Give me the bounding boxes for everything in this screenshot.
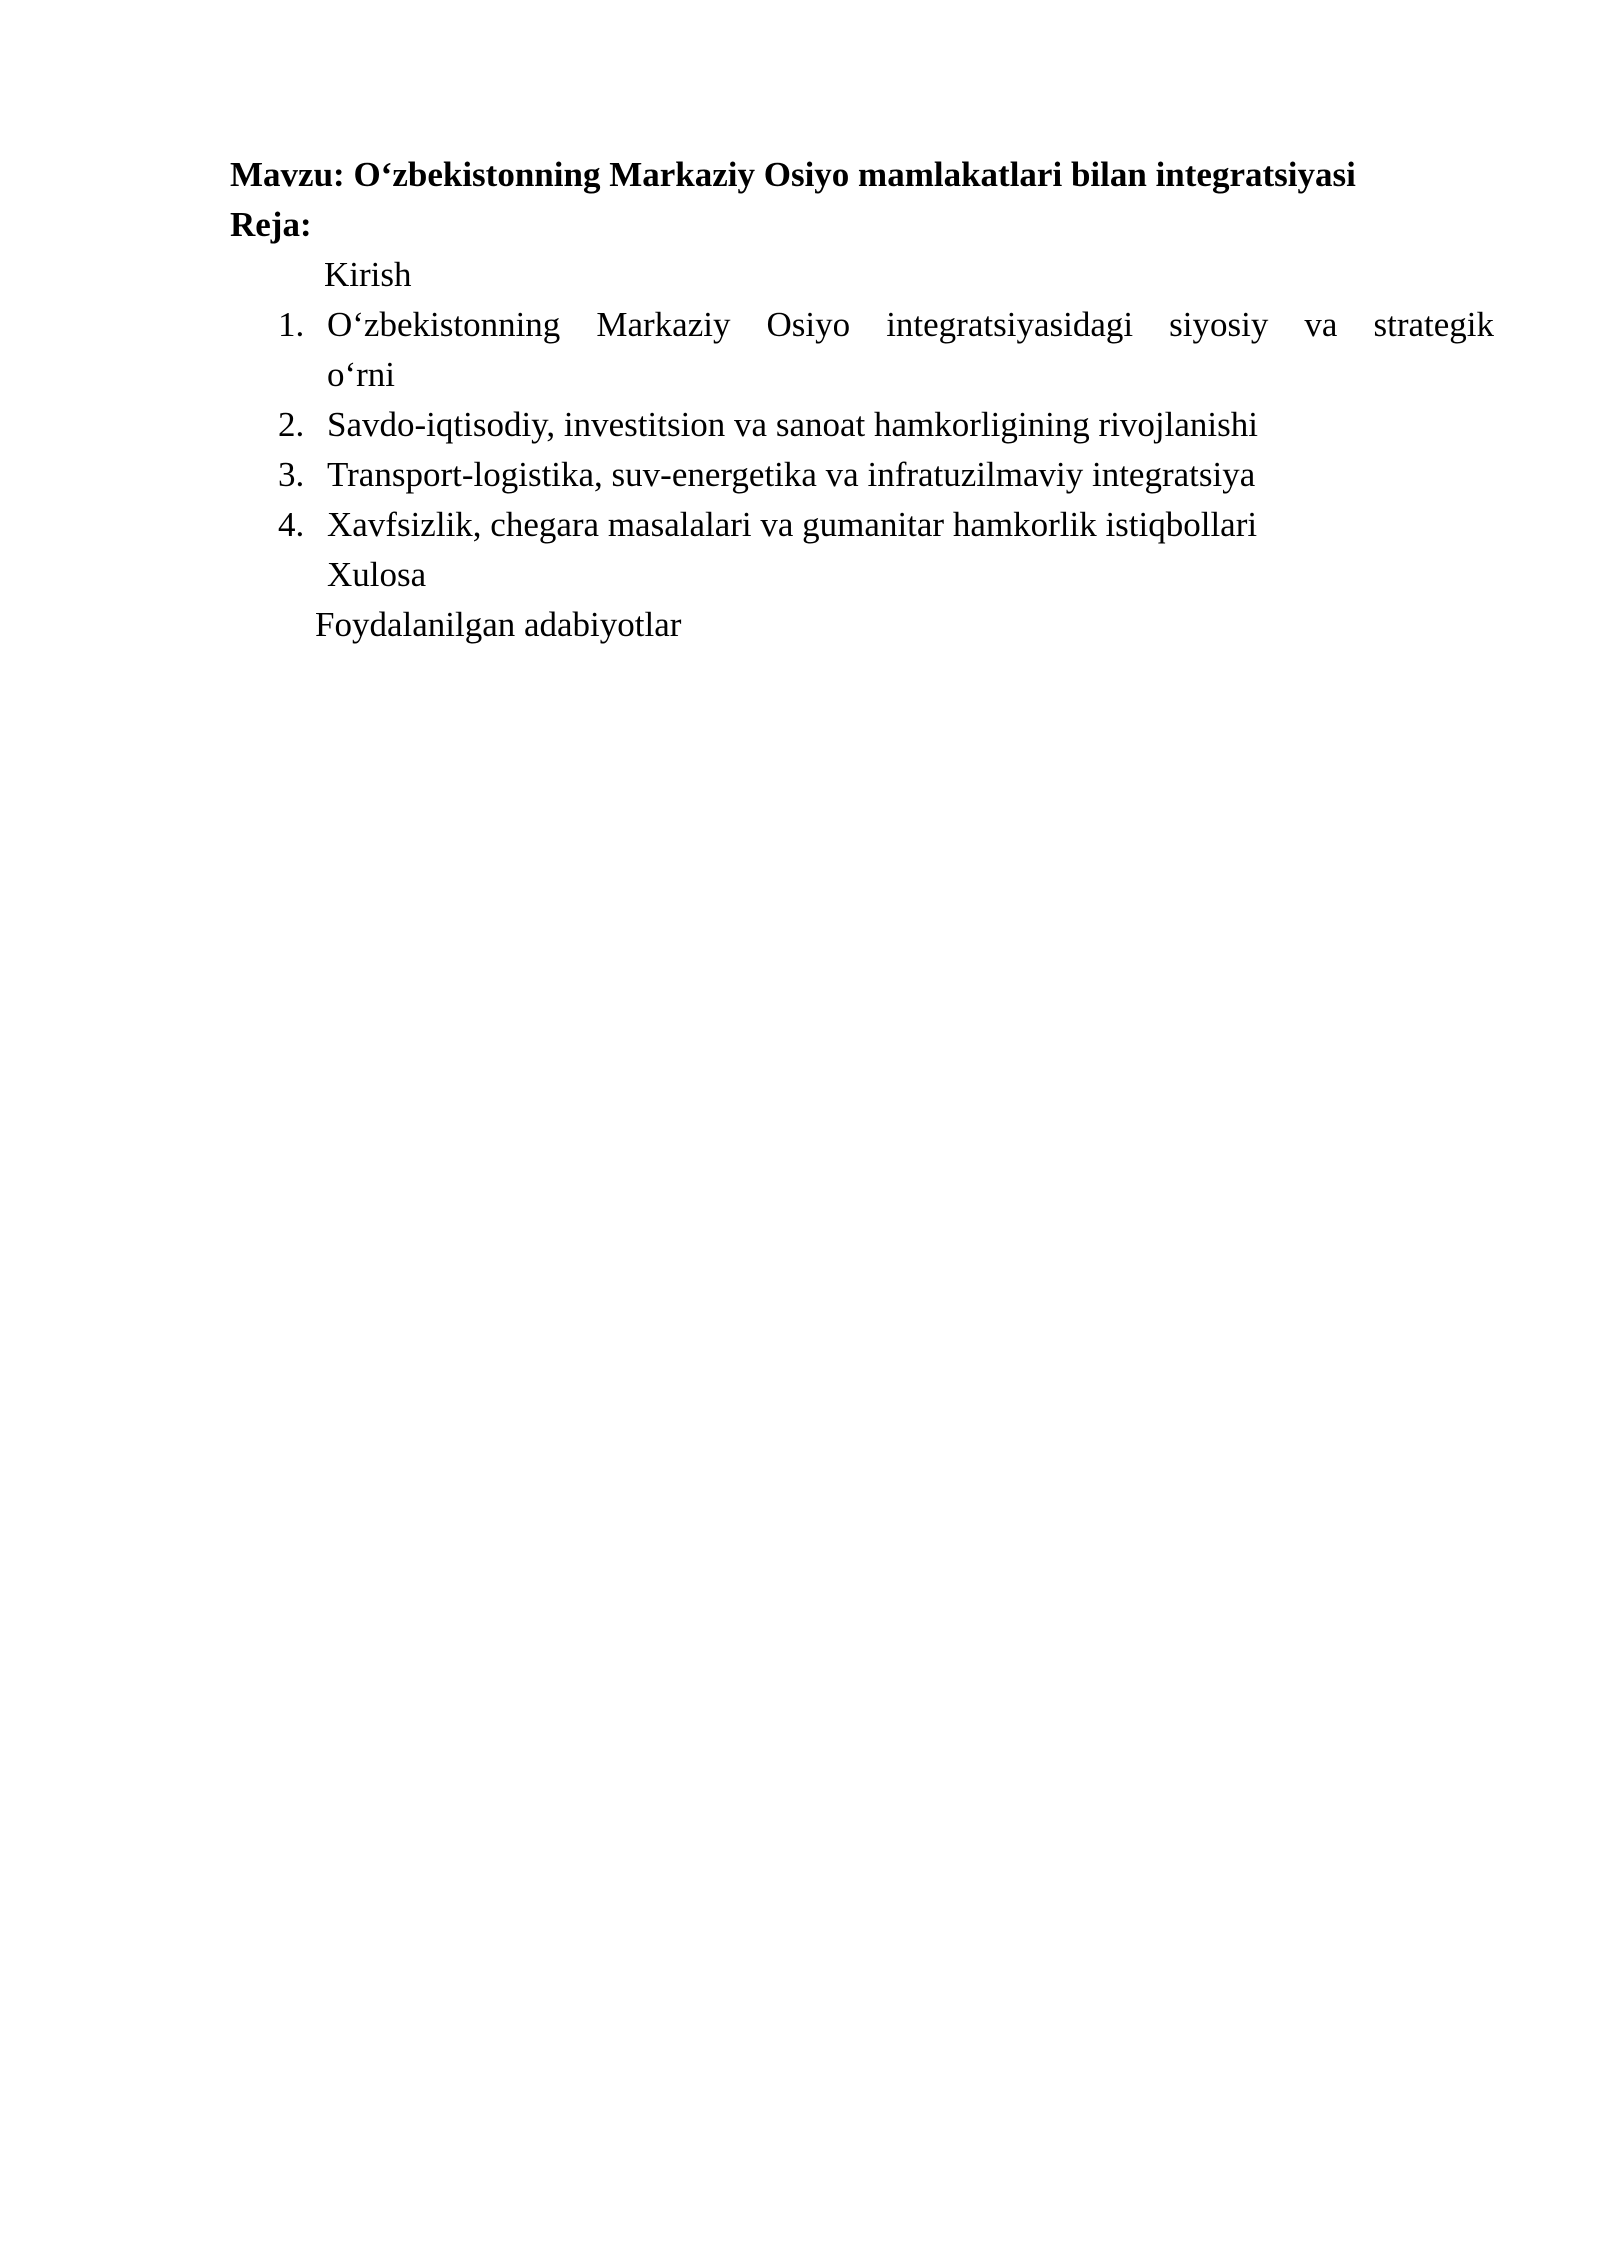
list-item-number: 1. <box>278 305 305 344</box>
list-item-number: 4. <box>278 505 305 544</box>
document-title: Mavzu: O‘zbekistonning Markaziy Osiyo mamlakatlari bilan integratsiyasi <box>230 155 1356 194</box>
references-item: Foydalanilgan adabiyotlar <box>315 605 682 644</box>
list-item-text: Xavfsizlik, chegara masalalari va gumanitar hamkorlik istiqbollari <box>327 505 1258 544</box>
conclusion-item: Xulosa <box>327 555 427 594</box>
plan-heading: Reja: <box>230 205 312 244</box>
list-item-text-continuation: o‘rni <box>327 355 396 394</box>
list-item-text: O‘zbekistonning Markaziy Osiyo integratsiyasidagi siyosiy va strategik <box>327 305 1494 344</box>
list-item-text: Savdo-iqtisodiy, investitsion va sanoat hamkorligining rivojlanishi <box>327 405 1258 444</box>
intro-item: Kirish <box>324 255 412 294</box>
list-item-text: Transport-logistika, suv-energetika va infratuzilmaviy integratsiya <box>327 455 1256 494</box>
list-item-number: 3. <box>278 455 305 494</box>
list-item-number: 2. <box>278 405 305 444</box>
